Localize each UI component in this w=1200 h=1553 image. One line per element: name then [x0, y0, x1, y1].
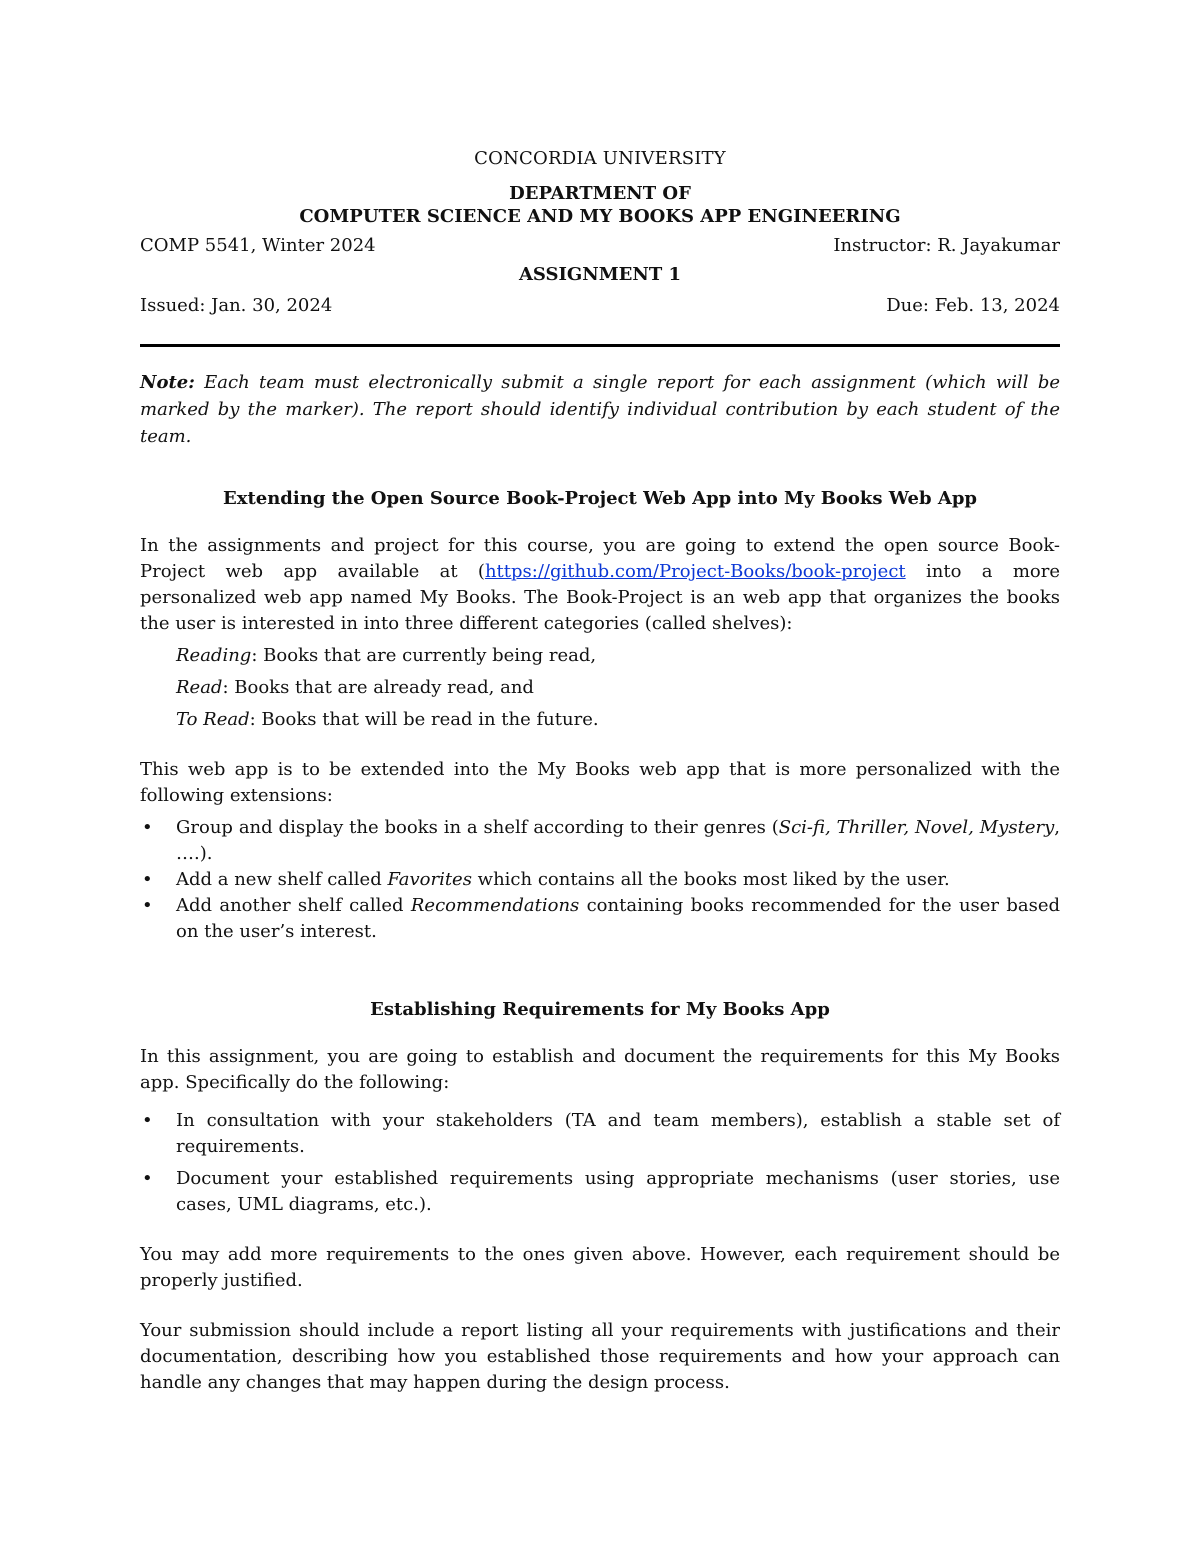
submission-paragraph: Your submission should include a report listing all your requirements with justifications and their documentation, describing how you established those requirements and how your approach can handle any changes that may happen during the design process.	[140, 1320, 1060, 1393]
section-2-title: Establishing Requirements for My Books App	[370, 999, 830, 1020]
requirements-list	[140, 1108, 1060, 1218]
item-text: Add a new shelf called	[176, 869, 388, 890]
shelf-desc: : Books that will be read in the future.	[249, 709, 599, 730]
list-item	[140, 893, 1060, 945]
department-line-2: COMPUTER SCIENCE AND MY BOOKS APP ENGINEERING	[299, 206, 901, 227]
item-text: , ….).	[176, 817, 1060, 864]
favorites-shelf: Favorites	[387, 869, 472, 890]
github-link[interactable]: https://github.com/Project-Books/book-project	[484, 561, 906, 582]
extensions-intro: This web app is to be extended into the My Books web app that is more personalized with the following extensions:	[140, 759, 1060, 806]
section-2-intro: In this assignment, you are going to establish and document the requirements for this My Books app. Specifically do the following:	[140, 1046, 1060, 1093]
shelf-name: Reading	[176, 645, 252, 666]
note-label: Note:	[140, 372, 195, 393]
shelf-reading	[176, 643, 1060, 669]
shelf-name: To Read	[176, 709, 250, 730]
university-name: CONCORDIA UNIVERSITY	[474, 148, 726, 169]
shelf-desc: : Books that are currently being read,	[251, 645, 597, 666]
item-text: Group and display the books in a shelf according to their genres (	[176, 817, 779, 838]
intro-text-continued: into a more personalized web app named My Books. The Book-Project is an web app that organizes the books the user is interested in into three different categories (called shelves):	[140, 561, 1060, 634]
dates-row	[140, 295, 1060, 316]
shelf-name: Read	[176, 677, 223, 698]
additional-requirements-paragraph: You may add more requirements to the ones given above. However, each requirement should be properly justified.	[140, 1244, 1060, 1291]
document-page	[140, 0, 1060, 1396]
shelf-to-read	[176, 707, 1060, 733]
intro-text: In the assignments and project for this course, you are going to extend the open source Book-Project web app available at (	[140, 535, 1060, 582]
assignment-title: ASSIGNMENT 1	[518, 264, 682, 285]
issued-date: Issued: Jan. 30, 2024	[140, 295, 333, 316]
recommendations-shelf: Recommendations	[410, 895, 580, 916]
genres: Sci-fi, Thriller, Novel, Mystery	[778, 817, 1055, 838]
list-item: • Document your established requirements using appropriate mechanisms (user stories, use cases, UML diagrams, etc.).	[140, 1166, 1060, 1218]
shelf-read	[176, 675, 1060, 701]
item-text: which contains all the books most liked by the user.	[471, 869, 950, 890]
instructor: Instructor: R. Jayakumar	[833, 235, 1060, 256]
list-item	[140, 867, 1060, 893]
course-term: COMP 5541, Winter 2024	[140, 235, 376, 256]
course-row	[140, 235, 1060, 256]
list-item: • In consultation with your stakeholders (TA and team members), establish a stable set of requirements.	[140, 1108, 1060, 1160]
list-item	[140, 815, 1060, 867]
item-text: Add another shelf called	[176, 895, 411, 916]
extensions-list	[140, 815, 1060, 945]
note-text: Each team must electronically submit a single report for each assignment (which will be marked by the marker). The report should identify individual contribution by each student of the team.	[140, 372, 1060, 447]
section-1-title: Extending the Open Source Book-Project Web App into My Books Web App	[223, 488, 977, 509]
shelf-desc: : Books that are already read, and	[222, 677, 534, 698]
item-text: containing books recommended for the user based on the user’s interest.	[176, 895, 1060, 942]
due-date: Due: Feb. 13, 2024	[886, 295, 1060, 316]
department-line-1: DEPARTMENT OF	[509, 183, 691, 204]
header-divider	[140, 344, 1060, 347]
section-1-intro	[140, 533, 1060, 637]
note-paragraph	[140, 369, 1060, 450]
